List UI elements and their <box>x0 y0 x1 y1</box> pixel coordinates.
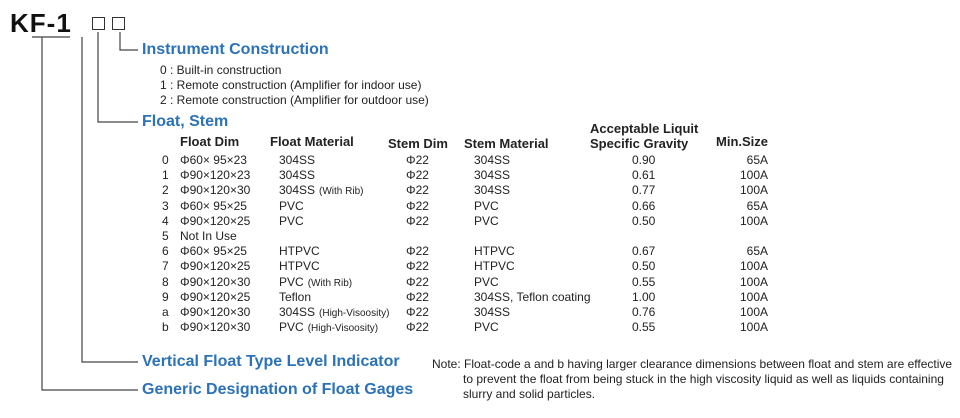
col-header-gravity-line1: Acceptable Liquit <box>590 121 699 136</box>
note-text <box>432 357 952 402</box>
cell-stem-dim: Φ22 <box>406 244 429 259</box>
cell-min-size: 100A <box>739 168 768 183</box>
cell-material <box>279 229 283 243</box>
cell-material: PVC <box>279 198 304 213</box>
placeholder-box-float-stem <box>92 17 105 30</box>
instrument-construction-heading: Instrument Construction <box>142 41 329 58</box>
cell-material: PVC (High-Visoosity) <box>279 320 379 335</box>
table-row <box>0 290 960 305</box>
cell-material: 304SS <box>279 153 316 167</box>
table-row <box>0 199 960 214</box>
cell-code: 5 <box>162 229 169 243</box>
cell-stem-material: 304SS <box>474 168 511 183</box>
table-row <box>0 183 960 198</box>
col-header-stem-dim: Stem Dim <box>388 136 448 151</box>
cell-stem-material: PVC <box>474 213 499 228</box>
cell-gravity: 0.66 <box>632 198 656 213</box>
cell-float-dim: Φ90×120×30 <box>180 320 251 335</box>
generic-designation-heading: Generic Designation of Float Gages <box>142 381 414 398</box>
cell-stem-material: PVC <box>474 320 499 335</box>
cell-min-size: 65A <box>746 198 768 213</box>
table-row <box>0 320 960 335</box>
cell-material: 304SS <box>279 168 316 183</box>
cell-float-dim: Φ90×120×25 <box>180 289 251 304</box>
cell-stem-material: HTPVC <box>474 244 515 259</box>
col-header-float-material: Float Material <box>270 134 354 149</box>
table-row <box>0 259 960 274</box>
cell-min-size: 100A <box>739 305 768 319</box>
cell-float-dim: Φ60× 95×25 <box>180 244 247 259</box>
cell-material: HTPVC <box>279 259 320 274</box>
note-line-3: slurry and solid particles. <box>463 387 596 401</box>
cell-gravity: 0.50 <box>632 259 656 274</box>
cell-code: 7 <box>162 259 169 274</box>
table-row <box>0 244 960 259</box>
cell-stem-dim: Φ22 <box>406 168 429 183</box>
cell-float-dim: Φ90×120×30 <box>180 183 251 198</box>
cell-material: PVC (With Rib) <box>279 274 353 289</box>
spec-table-body <box>0 153 960 338</box>
cell-gravity: 1.00 <box>632 289 656 304</box>
cell-float-dim: Φ90×120×25 <box>180 213 251 228</box>
instrument-option-1: 1 : Remote construction (Amplifier for indoor use) <box>160 78 422 92</box>
cell-min-size: 100A <box>739 259 768 274</box>
table-row <box>0 214 960 229</box>
connector-instrument <box>120 32 138 50</box>
table-row <box>0 305 960 320</box>
cell-float-dim: Φ90×120×30 <box>180 274 251 289</box>
cell-min-size: 100A <box>739 274 768 289</box>
cell-gravity: 0.67 <box>632 244 656 259</box>
cell-stem-dim: Φ22 <box>406 289 429 304</box>
col-header-stem-material: Stem Material <box>464 136 549 151</box>
cell-gravity: 0.90 <box>632 153 656 167</box>
cell-min-size: 100A <box>739 213 768 228</box>
cell-float-dim: Φ60× 95×25 <box>180 198 247 213</box>
cell-min-size: 100A <box>739 320 768 335</box>
cell-material: Teflon <box>279 289 312 304</box>
cell-code: 0 <box>162 153 169 167</box>
cell-stem-material: PVC <box>474 274 499 289</box>
col-header-float-dim: Float Dim <box>180 134 240 149</box>
connector-float-stem <box>98 32 138 122</box>
cell-gravity: 0.55 <box>632 274 656 289</box>
cell-code: 8 <box>162 274 169 289</box>
cell-material: PVC <box>279 213 304 228</box>
cell-stem-dim: Φ22 <box>406 183 429 198</box>
cell-material: 304SS (High-Visoosity) <box>279 305 390 319</box>
instrument-option-2: 2 : Remote construction (Amplifier for outdoor use) <box>160 93 429 107</box>
cell-float-dim: Φ90×120×25 <box>180 259 251 274</box>
note-line-2: to prevent the float from being stuck in the high viscosity liquid as well as liquids containing <box>463 372 944 386</box>
cell-code: 1 <box>162 168 169 183</box>
cell-material-note: (With Rib) <box>307 277 353 289</box>
cell-code: 2 <box>162 183 169 198</box>
cell-material: 304SS (With Rib) <box>279 183 364 198</box>
table-row <box>0 153 960 168</box>
cell-min-size: 65A <box>746 244 768 259</box>
cell-stem-dim: Φ22 <box>406 320 429 335</box>
cell-code: 9 <box>162 289 169 304</box>
cell-gravity: 0.50 <box>632 213 656 228</box>
cell-stem-dim: Φ22 <box>406 274 429 289</box>
col-header-gravity <box>590 121 698 151</box>
col-header-gravity-line2: Specific Gravity <box>590 136 689 151</box>
table-row <box>0 275 960 290</box>
cell-code: 6 <box>162 244 169 259</box>
cell-stem-dim: Φ22 <box>406 259 429 274</box>
float-stem-heading: Float, Stem <box>142 113 229 130</box>
cell-float-dim: Φ60× 95×23 <box>180 153 247 167</box>
cell-stem-dim: Φ22 <box>406 153 429 167</box>
instrument-option-0: 0 : Built-in construction <box>160 63 282 77</box>
cell-gravity: 0.55 <box>632 320 656 335</box>
vertical-float-heading: Vertical Float Type Level Indicator <box>142 353 400 370</box>
cell-code: 4 <box>162 213 169 228</box>
cell-float-dim: Φ90×120×23 <box>180 168 251 183</box>
table-row <box>0 229 960 244</box>
cell-material: HTPVC <box>279 244 320 259</box>
placeholder-box-instrument <box>112 17 125 30</box>
cell-stem-material: 304SS <box>474 183 511 198</box>
cell-float-dim: Φ90×120×30 <box>180 305 251 319</box>
cell-material-note: (High-Visoosity) <box>307 323 379 335</box>
note-line-1: Note: Float-code a and b having larger clearance dimensions between float and stem are effective <box>432 357 953 371</box>
cell-stem-dim: Φ22 <box>406 198 429 213</box>
cell-material-note: (High-Visoosity) <box>319 308 390 319</box>
cell-stem-material: PVC <box>474 198 499 213</box>
cell-stem-material: 304SS <box>474 153 511 167</box>
cell-code: 3 <box>162 198 169 213</box>
cell-float-dim: Not In Use <box>180 229 237 243</box>
cell-code: a <box>162 305 169 319</box>
cell-stem-material: 304SS, Teflon coating <box>474 289 591 304</box>
cell-stem-dim: Φ22 <box>406 213 429 228</box>
cell-gravity: 0.77 <box>632 183 656 198</box>
col-header-min-size: Min.Size <box>716 134 769 149</box>
cell-min-size: 65A <box>746 153 768 167</box>
model-title: KF-1 <box>10 8 72 38</box>
cell-gravity: 0.61 <box>632 168 656 183</box>
table-row <box>0 168 960 183</box>
cell-min-size: 100A <box>739 289 768 304</box>
cell-stem-dim: Φ22 <box>406 305 429 319</box>
cell-material-note: (With Rib) <box>319 186 364 198</box>
cell-gravity: 0.76 <box>632 305 656 319</box>
cell-code: b <box>162 320 169 335</box>
cell-stem-material: HTPVC <box>474 259 515 274</box>
cell-min-size: 100A <box>739 183 768 198</box>
cell-stem-material: 304SS <box>474 305 511 319</box>
